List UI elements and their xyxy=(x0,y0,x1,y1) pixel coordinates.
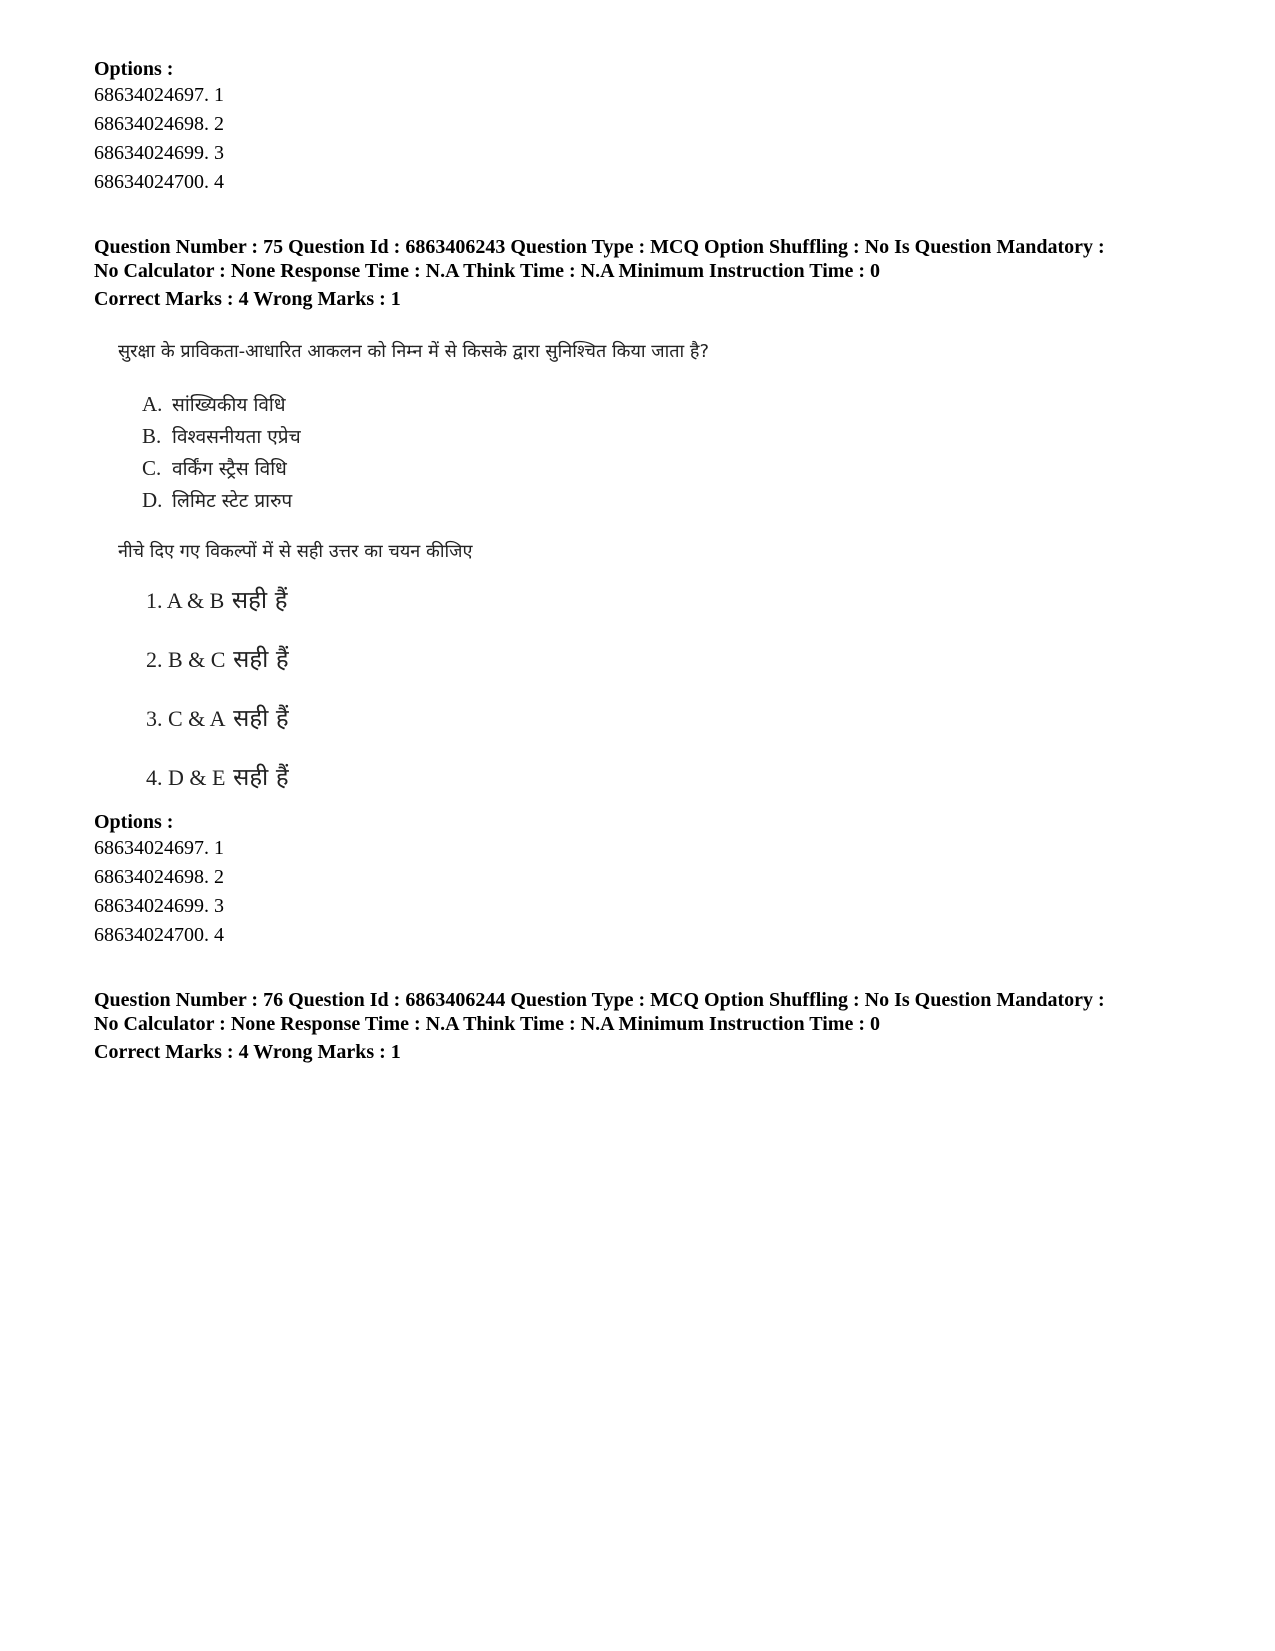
choice-label: 1. A & B xyxy=(146,588,225,613)
option-line: 68634024697. 1 xyxy=(94,837,224,859)
choice-suffix: सही हैं xyxy=(233,645,289,673)
option-line: 68634024700. 4 xyxy=(94,924,224,946)
statement-text: वर्किंग स्ट्रैस विधि xyxy=(172,458,287,480)
options-label: Options : xyxy=(94,58,174,80)
statement-text: सांख्यिकीय विधि xyxy=(172,394,286,416)
question-instruction: नीचे दिए गए विकल्पों में से सही उत्तर का चयन कीजिए xyxy=(118,541,473,562)
question-marks: Correct Marks : 4 Wrong Marks : 1 xyxy=(94,1041,401,1063)
statement-text: लिमिट स्टेट प्रारुप xyxy=(172,490,293,512)
question-meta-line2: No Calculator : None Response Time : N.A Think Time : N.A Minimum Instruction Time : 0 xyxy=(94,1013,880,1035)
question-meta-line1: Question Number : 76 Question Id : 6863406244 Question Type : MCQ Option Shuffling : No Is Question Mandatory : xyxy=(94,989,1105,1011)
option-line: 68634024699. 3 xyxy=(94,895,224,917)
option-line: 68634024698. 2 xyxy=(94,113,224,135)
statement-text: विश्वसनीयता एप्रेच xyxy=(172,426,301,448)
choice-label: 4. D & E xyxy=(146,765,226,790)
answer-choice xyxy=(146,644,1194,675)
option-line: 68634024700. 4 xyxy=(94,171,224,193)
answer-choice xyxy=(146,585,1194,616)
statement-item xyxy=(142,453,1194,485)
question-meta-line1: Question Number : 75 Question Id : 6863406243 Question Type : MCQ Option Shuffling : No Is Question Mandatory : xyxy=(94,236,1105,258)
statement-letter: D. xyxy=(142,488,163,512)
choice-label: 3. C & A xyxy=(146,706,226,731)
option-line: 68634024699. 3 xyxy=(94,142,224,164)
question-meta-line2: No Calculator : None Response Time : N.A Think Time : N.A Minimum Instruction Time : 0 xyxy=(94,260,880,282)
statement-item xyxy=(142,389,1194,421)
choice-suffix: सही हैं xyxy=(233,704,289,732)
statement-letter: B. xyxy=(142,424,162,448)
choice-suffix: सही हैं xyxy=(231,586,288,614)
option-line: 68634024698. 2 xyxy=(94,866,224,888)
option-line: 68634024697. 1 xyxy=(94,84,224,106)
statement-item xyxy=(142,421,1194,453)
choice-label: 2. B & C xyxy=(146,647,226,672)
choice-suffix: सही हैं xyxy=(233,763,289,791)
question-marks: Correct Marks : 4 Wrong Marks : 1 xyxy=(94,288,401,310)
options-block-q75 xyxy=(94,811,1194,950)
statement-letter: C. xyxy=(142,456,162,480)
answer-choice xyxy=(146,762,1194,793)
document-page xyxy=(94,58,1194,1064)
statement-letter: A. xyxy=(142,392,163,416)
question-stem: सुरक्षा के प्राविकता-आधारित आकलन को निम्न में से किसके द्वारा सुनिश्चित किया जाता है? xyxy=(118,341,710,362)
question-content xyxy=(118,339,1194,793)
options-label: Options : xyxy=(94,811,174,833)
answer-choice xyxy=(146,703,1194,734)
question-75 xyxy=(94,235,1194,950)
question-76 xyxy=(94,988,1194,1064)
statement-item xyxy=(142,485,1194,517)
options-block-previous xyxy=(94,58,1194,197)
